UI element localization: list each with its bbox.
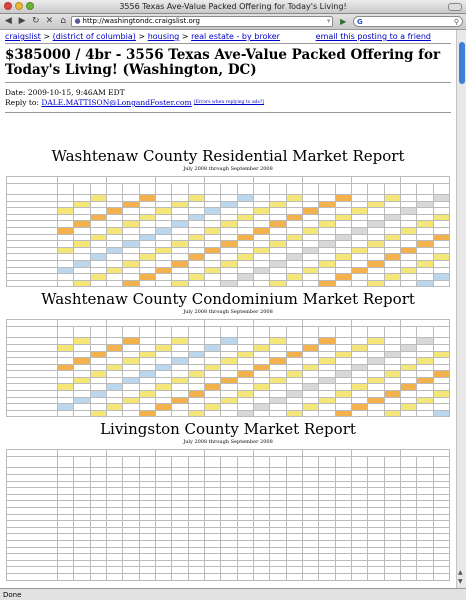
go-arrow-icon[interactable]: ▶: [340, 17, 347, 26]
table-row: [7, 267, 450, 274]
breadcrumb-separator: >: [179, 32, 192, 41]
vertical-scrollbar[interactable]: [456, 30, 466, 588]
report-subtitle: July 2008 through September 2008: [183, 309, 273, 316]
table-row: [7, 377, 450, 384]
posting-title: $385000 / 4br - 3556 Texas Ave-Value Packed Offering for Today's Living! (Washington, DC): [5, 47, 441, 78]
breadcrumb-link-housing[interactable]: housing: [147, 32, 180, 41]
forward-arrow-icon[interactable]: ▶: [18, 16, 26, 26]
search-engine-icon: G: [357, 17, 363, 26]
site-icon: ●: [74, 17, 81, 25]
posting-date: Date: 2009-10-15, 9:46AM EDT: [5, 88, 125, 97]
table-column-header-row: [7, 457, 450, 468]
report-title: Washtenaw County Residential Market Report: [51, 147, 405, 165]
posting-meta: [5, 88, 451, 108]
breadcrumb-link-real-estate[interactable]: real estate - by broker: [191, 32, 280, 41]
table-row: [7, 338, 450, 345]
status-bar: [0, 588, 466, 600]
table-row: [7, 384, 450, 391]
table-row: [7, 534, 450, 541]
divider: [5, 43, 451, 44]
market-report-table: [6, 449, 450, 580]
scroll-up-arrow-icon[interactable]: ▲: [458, 569, 463, 576]
breadcrumb-separator: >: [40, 32, 53, 41]
table-row: [7, 554, 450, 561]
report-subtitle: July 2008 through September 2008: [183, 166, 273, 172]
divider: [5, 82, 451, 83]
reload-icon[interactable]: ↻: [31, 16, 40, 26]
status-text: Done: [3, 591, 22, 599]
market-report-table: [6, 319, 450, 417]
table-row: [7, 488, 450, 495]
window-title: 3556 Texas Ave-Value Packed Offering for Today's Living!: [119, 2, 347, 11]
breadcrumb-separator: >: [135, 32, 148, 41]
table-column-header-row: [7, 184, 450, 195]
table-row: [7, 208, 450, 215]
minimize-window-button[interactable]: [15, 2, 23, 10]
table-row: [7, 573, 450, 580]
report-title: Washtenaw County Condominium Market Report: [41, 290, 415, 309]
table-row: [7, 358, 450, 365]
market-report-condominium: [6, 290, 450, 417]
scroll-down-arrow-icon[interactable]: ▼: [458, 578, 463, 585]
table-row: [7, 560, 450, 567]
reply-errors-link[interactable]: [Errors when replying to ads?]: [193, 100, 264, 105]
report-subtitle: July 2008 through September 2008: [183, 439, 273, 446]
table-row: [7, 221, 450, 228]
table-row: [7, 201, 450, 208]
page-content: [0, 30, 456, 588]
table-row: [7, 280, 450, 287]
search-field[interactable]: [353, 16, 463, 27]
table-row: [7, 521, 450, 528]
table-row: [7, 547, 450, 554]
market-report-table: [6, 176, 450, 287]
back-arrow-icon[interactable]: ◀: [4, 16, 12, 26]
table-row: [7, 567, 450, 574]
table-row: [7, 351, 450, 358]
reply-email-link[interactable]: DALE.MATTISON@LongandFoster.com: [41, 98, 192, 107]
browser-toolbar: [0, 14, 466, 30]
table-row: [7, 254, 450, 261]
table-row: [7, 371, 450, 378]
table-group-header-row: [7, 177, 450, 184]
table-row: [7, 227, 450, 234]
table-row: [7, 514, 450, 521]
url-field[interactable]: [71, 16, 333, 27]
table-group-header-row: [7, 320, 450, 327]
table-row: [7, 494, 450, 501]
table-row: [7, 234, 450, 241]
url-text: http://washingtondc.craigslist.org: [82, 17, 200, 25]
table-row: [7, 527, 450, 534]
breadcrumb-link-district[interactable]: (district of columbia): [52, 32, 136, 41]
zoom-window-button[interactable]: [26, 2, 34, 10]
stop-icon[interactable]: ✕: [45, 16, 54, 26]
breadcrumb-link-craigslist[interactable]: craigslist: [5, 32, 41, 41]
table-group-header-row: [7, 450, 450, 457]
market-report-livingston: [6, 420, 450, 580]
bookmark-star-icon[interactable]: ▾: [326, 17, 331, 25]
email-to-friend-link[interactable]: email this posting to a friend: [315, 32, 431, 41]
home-icon[interactable]: ⌂: [60, 16, 66, 26]
table-row: [7, 481, 450, 488]
breadcrumb: [0, 30, 456, 41]
scrollbar-thumb[interactable]: [459, 42, 465, 84]
toolbar-toggle-button[interactable]: [448, 3, 462, 11]
table-row: [7, 195, 450, 202]
market-report-residential: [6, 147, 450, 287]
table-row: [7, 468, 450, 475]
table-row: [7, 241, 450, 248]
table-row: [7, 214, 450, 221]
table-column-header-row: [7, 327, 450, 338]
table-row: [7, 397, 450, 404]
table-row: [7, 508, 450, 515]
window-titlebar: [0, 0, 466, 14]
table-row: [7, 475, 450, 482]
report-title: Livingston County Market Report: [100, 420, 356, 439]
window-controls: [4, 2, 34, 10]
table-row: [7, 247, 450, 254]
table-row: [7, 501, 450, 508]
table-row: [7, 344, 450, 351]
table-row: [7, 540, 450, 547]
table-row: [7, 404, 450, 411]
table-row: [7, 260, 450, 267]
reply-label: Reply to:: [5, 98, 42, 107]
table-row: [7, 391, 450, 398]
close-window-button[interactable]: [4, 2, 12, 10]
table-row: [7, 274, 450, 281]
table-row: [7, 364, 450, 371]
magnifier-icon[interactable]: ⚲: [453, 17, 460, 26]
table-row: [7, 410, 450, 417]
